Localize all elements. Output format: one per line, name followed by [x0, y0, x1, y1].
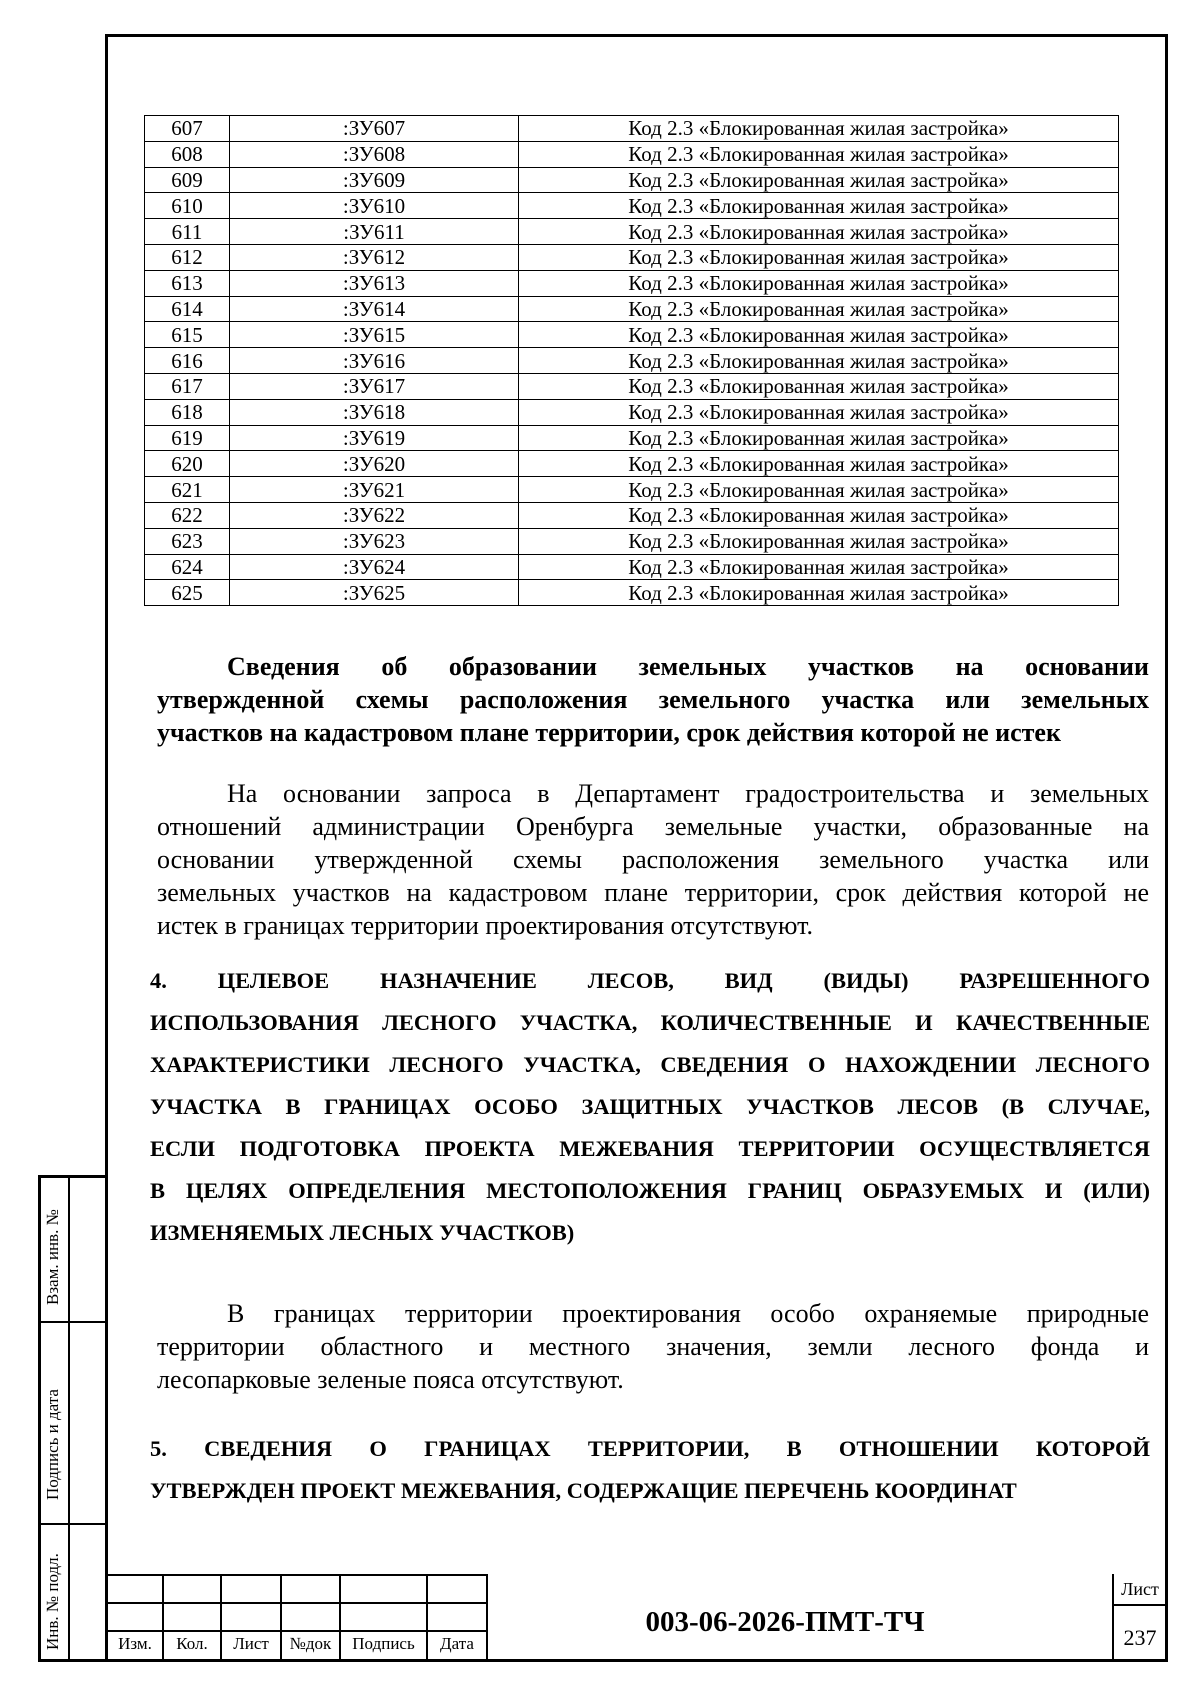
row-number: 616 [145, 348, 230, 374]
parcel-id: :ЗУ624 [230, 554, 519, 580]
parcel-id: :ЗУ610 [230, 193, 519, 219]
row-number: 607 [145, 116, 230, 142]
permitted-use: Код 2.3 «Блокированная жилая застройка» [519, 219, 1119, 245]
tb-col-ndok: №док [289, 1634, 332, 1653]
parcel-id: :ЗУ616 [230, 348, 519, 374]
row-number: 622 [145, 502, 230, 528]
permitted-use: Код 2.3 «Блокированная жилая застройка» [519, 425, 1119, 451]
permitted-use: Код 2.3 «Блокированная жилая застройка» [519, 528, 1119, 554]
text-line: ХАРАКТЕРИСТИКИ ЛЕСНОГО УЧАСТКА, СВЕДЕНИЯ О НАХОЖДЕНИИ ЛЕСНОГО [150, 1052, 1150, 1077]
text-line: 4. ЦЕЛЕВОЕ НАЗНАЧЕНИЕ ЛЕСОВ, ВИД (ВИДЫ) РАЗРЕШЕННОГО [150, 968, 1150, 993]
permitted-use: Код 2.3 «Блокированная жилая застройка» [519, 554, 1119, 580]
text-line: истек в границах территории проектирования отсутствуют. [157, 911, 814, 940]
parcel-id: :ЗУ615 [230, 322, 519, 348]
row-number: 608 [145, 141, 230, 167]
table-row [145, 528, 1119, 554]
signature-date-label: Подпись и дата [43, 1389, 62, 1500]
row-number: 617 [145, 373, 230, 399]
table-row [145, 373, 1119, 399]
permitted-use: Код 2.3 «Блокированная жилая застройка» [519, 502, 1119, 528]
table-row [145, 167, 1119, 193]
parcel-id: :ЗУ623 [230, 528, 519, 554]
tb-col-data: Дата [440, 1634, 474, 1653]
sheet-number: 237 [1123, 1625, 1157, 1650]
text-line: В границах территории проектирования особо охраняемые природные [227, 1299, 1149, 1328]
paragraph-1 [157, 777, 1149, 942]
permitted-use: Код 2.3 «Блокированная жилая застройка» [519, 244, 1119, 270]
permitted-use: Код 2.3 «Блокированная жилая застройка» [519, 193, 1119, 219]
text-line: территории областного и местного значения, земли лесного фонда и [157, 1332, 1149, 1361]
row-number: 614 [145, 296, 230, 322]
tb-col-izm: Изм. [118, 1634, 152, 1653]
side-stamp-row-divider [41, 1321, 105, 1323]
section-heading [157, 650, 1149, 749]
row-number: 615 [145, 322, 230, 348]
document-code: 003-06-2026-ПМТ-ТЧ [645, 1606, 925, 1638]
parcel-id: :ЗУ621 [230, 477, 519, 503]
parcel-id: :ЗУ619 [230, 425, 519, 451]
table-row [145, 193, 1119, 219]
permitted-use: Код 2.3 «Блокированная жилая застройка» [519, 116, 1119, 142]
table-row [145, 451, 1119, 477]
row-number: 625 [145, 580, 230, 606]
permitted-use: Код 2.3 «Блокированная жилая застройка» [519, 477, 1119, 503]
inv-podl-label: Инв. № подл. [43, 1553, 62, 1650]
table-row [145, 425, 1119, 451]
paragraph-2 [157, 1297, 1149, 1396]
tb-col-podpis: Подпись [352, 1634, 415, 1653]
permitted-use: Код 2.3 «Блокированная жилая застройка» [519, 451, 1119, 477]
text-line: участков на кадастровом плане территории, срок действия которой не истек [157, 718, 1061, 747]
text-line: На основании запроса в Департамент градостроительства и земельных [227, 779, 1149, 808]
table-row [145, 244, 1119, 270]
side-stamp-row-divider [41, 1523, 105, 1525]
text-line: отношений администрации Оренбурга земельные участки, образованные на [157, 812, 1149, 841]
tb-col-kol: Кол. [176, 1634, 208, 1653]
parcel-id: :ЗУ611 [230, 219, 519, 245]
parcel-id: :ЗУ609 [230, 167, 519, 193]
permitted-use: Код 2.3 «Блокированная жилая застройка» [519, 322, 1119, 348]
text-line: УЧАСТКА В ГРАНИЦАХ ОСОБО ЗАЩИТНЫХ УЧАСТКОВ ЛЕСОВ (В СЛУЧАЕ, [150, 1094, 1150, 1119]
row-number: 618 [145, 399, 230, 425]
row-number: 619 [145, 425, 230, 451]
table-row [145, 554, 1119, 580]
table-row [145, 270, 1119, 296]
text-line: ЕСЛИ ПОДГОТОВКА ПРОЕКТА МЕЖЕВАНИЯ ТЕРРИТОРИИ ОСУЩЕСТВЛЯЕТСЯ [150, 1136, 1150, 1161]
row-number: 611 [145, 219, 230, 245]
parcel-id: :ЗУ618 [230, 399, 519, 425]
row-number: 623 [145, 528, 230, 554]
text-line: В ЦЕЛЯХ ОПРЕДЕЛЕНИЯ МЕСТОПОЛОЖЕНИЯ ГРАНИЦ ОБРАЗУЕМЫХ И (ИЛИ) [150, 1178, 1150, 1203]
parcels-table [144, 115, 1119, 606]
table-row [145, 477, 1119, 503]
text-line: утвержденной схемы расположения земельного участка или земельных [157, 685, 1149, 714]
parcel-id: :ЗУ607 [230, 116, 519, 142]
text-line: Сведения об образовании земельных участков на основании [227, 652, 1149, 681]
parcel-id: :ЗУ622 [230, 502, 519, 528]
permitted-use: Код 2.3 «Блокированная жилая застройка» [519, 141, 1119, 167]
row-number: 612 [145, 244, 230, 270]
text-line: УТВЕРЖДЕН ПРОЕКТ МЕЖЕВАНИЯ, СОДЕРЖАЩИЕ ПЕРЕЧЕНЬ КООРДИНАТ [150, 1478, 1017, 1503]
row-number: 621 [145, 477, 230, 503]
section-5-heading [150, 1428, 1150, 1512]
tb-col-list: Лист [233, 1634, 269, 1653]
parcel-id: :ЗУ617 [230, 373, 519, 399]
row-number: 613 [145, 270, 230, 296]
table-row [145, 322, 1119, 348]
row-number: 620 [145, 451, 230, 477]
side-stamp-divider [68, 1178, 70, 1659]
table-row [145, 399, 1119, 425]
table-row [145, 296, 1119, 322]
sheet-label: Лист [1121, 1579, 1159, 1599]
text-line: земельных участков на кадастровом плане территории, срок действия которой не [157, 878, 1149, 907]
table-row [145, 348, 1119, 374]
permitted-use: Код 2.3 «Блокированная жилая застройка» [519, 348, 1119, 374]
section-4-heading [150, 960, 1150, 1254]
permitted-use: Код 2.3 «Блокированная жилая застройка» [519, 270, 1119, 296]
permitted-use: Код 2.3 «Блокированная жилая застройка» [519, 373, 1119, 399]
permitted-use: Код 2.3 «Блокированная жилая застройка» [519, 296, 1119, 322]
parcel-id: :ЗУ612 [230, 244, 519, 270]
permitted-use: Код 2.3 «Блокированная жилая застройка» [519, 399, 1119, 425]
permitted-use: Код 2.3 «Блокированная жилая застройка» [519, 580, 1119, 606]
parcel-id: :ЗУ613 [230, 270, 519, 296]
table-row [145, 502, 1119, 528]
row-number: 624 [145, 554, 230, 580]
text-line: основании утвержденной схемы расположения земельного участка или [157, 845, 1149, 874]
row-number: 609 [145, 167, 230, 193]
permitted-use: Код 2.3 «Блокированная жилая застройка» [519, 167, 1119, 193]
parcel-id: :ЗУ608 [230, 141, 519, 167]
table-row [145, 141, 1119, 167]
table-row [145, 580, 1119, 606]
table-row [145, 219, 1119, 245]
parcel-id: :ЗУ620 [230, 451, 519, 477]
vzam-inv-label: Взам. инв. № [43, 1209, 62, 1305]
text-line: 5. СВЕДЕНИЯ О ГРАНИЦАХ ТЕРРИТОРИИ, В ОТНОШЕНИИ КОТОРОЙ [150, 1436, 1150, 1461]
parcel-id: :ЗУ625 [230, 580, 519, 606]
table-row [145, 116, 1119, 142]
row-number: 610 [145, 193, 230, 219]
text-line: ИЗМЕНЯЕМЫХ ЛЕСНЫХ УЧАСТКОВ) [150, 1220, 575, 1245]
text-line: ИСПОЛЬЗОВАНИЯ ЛЕСНОГО УЧАСТКА, КОЛИЧЕСТВЕННЫЕ И КАЧЕСТВЕННЫЕ [150, 1010, 1150, 1035]
text-line: лесопарковые зеленые пояса отсутствуют. [157, 1365, 624, 1394]
parcel-id: :ЗУ614 [230, 296, 519, 322]
